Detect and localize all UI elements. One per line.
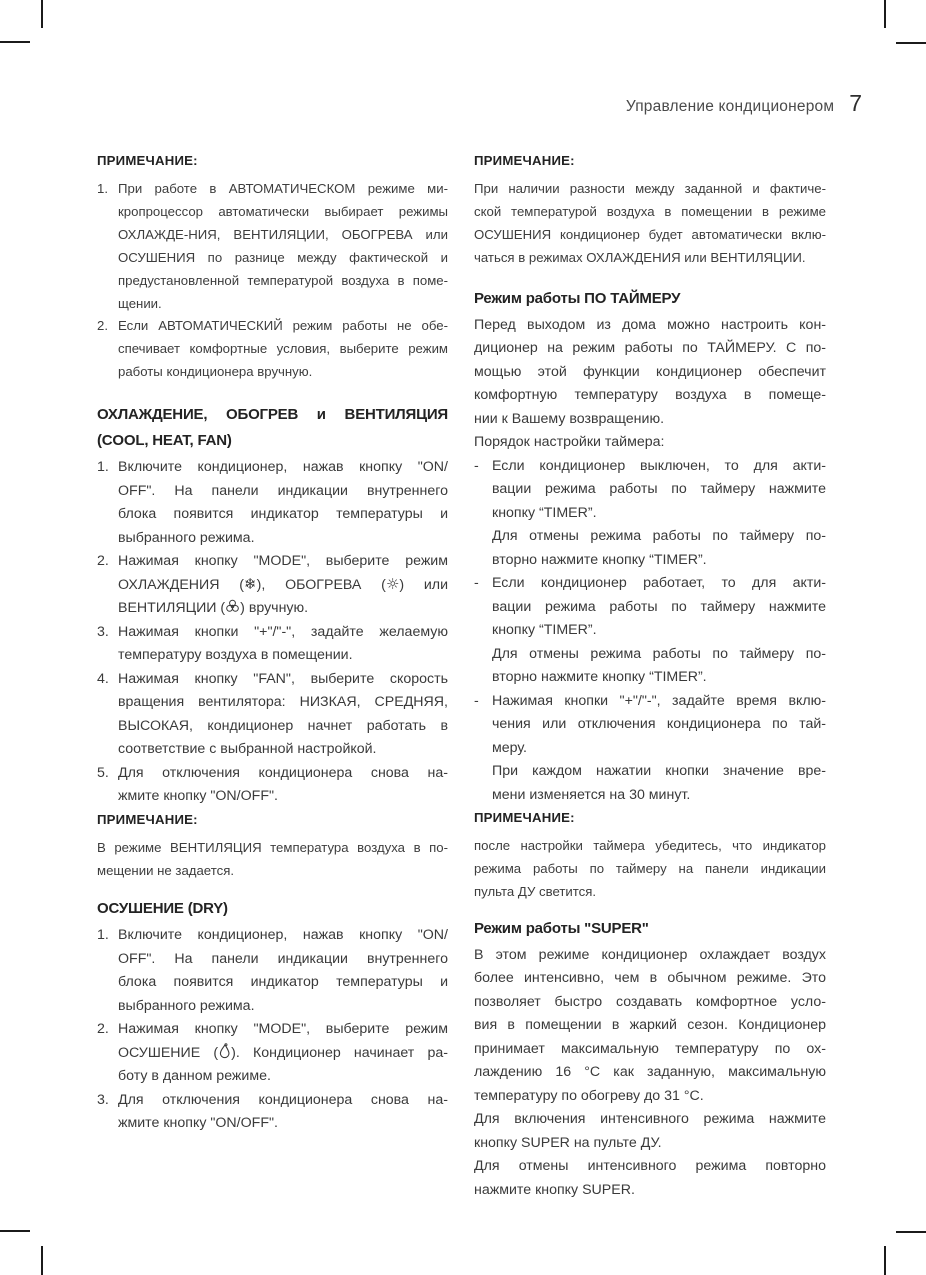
text-line: При каждом нажатии кнопки значение вре-	[492, 763, 826, 780]
note-block-dry-auto	[474, 150, 826, 270]
text-line: боту в данном режиме.	[118, 1068, 271, 1085]
bullet-item	[474, 572, 826, 643]
list-item	[97, 762, 448, 809]
bullet-item	[474, 690, 826, 761]
section-title-super	[474, 916, 826, 942]
text-line: Перед выходом из дома можно настроить кон-	[474, 316, 826, 333]
text-line: Если кондиционер выключен, то для акти-	[492, 457, 826, 474]
text-line: Для отмены режима работы по таймеру по-	[492, 645, 826, 662]
page-header	[626, 90, 862, 117]
text-line: спечивает комфортные условия, выберите режим	[118, 341, 448, 357]
timer-intro-paragraph	[474, 314, 826, 432]
crop-mark	[0, 1230, 30, 1232]
text-line: ОХЛАЖДЕНИЯ (❄), ОБОГРЕВА (☼) или	[118, 574, 448, 593]
text-line: диционер на режим работы по ТАЙМЕРУ. С по-	[474, 340, 826, 357]
text-line: ОХЛАЖДЕ-НИЯ, ВЕНТИЛЯЦИИ, ОБОГРЕВА или	[118, 226, 448, 242]
section-title-timer	[474, 286, 826, 312]
note-list-item	[97, 178, 448, 315]
text-line: вторно нажмите кнопку “TIMER”.	[492, 551, 707, 568]
text-line: кропроцессор автоматически выбирает режимы	[118, 203, 448, 219]
bullet-continuation	[474, 643, 826, 690]
text-line: В режиме ВЕНТИЛЯЦИЯ температура воздуха в по-	[97, 839, 448, 855]
section-title-cool-heat-fan	[97, 402, 448, 454]
text-line: работы кондиционера вручную.	[118, 364, 313, 380]
text-line: Нажимая кнопки "+"/"-", задайте время вклю-	[492, 692, 826, 709]
text-line: более интенсивно, чем в обычном режиме. Это	[474, 970, 826, 987]
bullet-marker: -	[474, 457, 479, 474]
text-line: ВЕНТИЛЯЦИИ ( ) вручную.	[118, 600, 309, 617]
note-block-fan	[97, 809, 448, 883]
page-number: 7	[849, 90, 862, 116]
note-label: ПРИМЕЧАНИЕ:	[474, 810, 575, 826]
text-line: Включите кондиционер, нажав кнопку "ON/	[118, 459, 448, 476]
text-line: Порядок настройки таймера:	[474, 434, 665, 451]
text-line: Нажимая кнопку "MODE", выберите режим	[118, 553, 448, 570]
header-title: Управление кондиционером	[625, 98, 835, 115]
text-line: меру.	[492, 739, 527, 756]
section-title-line: ОСУШЕНИЕ (DRY)	[97, 900, 228, 918]
section-title-line: (COOL, HEAT, FAN)	[97, 432, 232, 450]
text-line: Для отмены интенсивного режима повторно	[474, 1158, 826, 1175]
text-line: Если кондиционер работает, то для акти-	[492, 575, 826, 592]
text-line: Если АВТОМАТИЧЕСКИЙ режим работы не обе-	[118, 318, 448, 334]
note-label: ПРИМЕЧАНИЕ:	[97, 811, 198, 827]
super-paragraph	[474, 1108, 826, 1155]
text-line: OFF". На панели индикации внутреннего	[118, 482, 448, 499]
list-number: 2.	[97, 1021, 109, 1038]
text-line: Нажимая кнопку "MODE", выберите режим	[118, 1021, 448, 1038]
left-column	[97, 150, 448, 1136]
text-line: OFF". На панели индикации внутреннего	[118, 950, 448, 967]
list-number: 3.	[97, 623, 109, 640]
text-line: принимает максимальную температуру по ох-	[474, 1040, 826, 1057]
text-line: соответствие с выбранной настройкой.	[118, 741, 377, 758]
note-label: ПРИМЕЧАНИЕ:	[97, 153, 198, 168]
text-line: вторно нажмите кнопку “TIMER”.	[492, 669, 707, 686]
section-title-dry	[97, 896, 448, 922]
text-line: При работе в АВТОМАТИЧЕСКОМ режиме ми-	[118, 181, 448, 196]
fan-icon	[225, 599, 240, 614]
text-line: Для отключения кондиционера снова на-	[118, 1091, 448, 1108]
text-line: ОСУШЕНИЯ по разнице между фактической и	[118, 249, 448, 265]
list-number: 1.	[97, 927, 109, 944]
text-line: предустановленной температурой воздуха в поме-	[118, 272, 448, 288]
cool-heat-fan-list	[97, 456, 448, 809]
text-line: жмите кнопку "ON/OFF".	[118, 1115, 278, 1132]
text-line: ВЫСОКАЯ, кондиционер начнет работать в	[118, 717, 448, 734]
text-line: щении.	[118, 295, 162, 311]
text-line: кнопку “TIMER”.	[492, 504, 597, 521]
crop-mark	[896, 1231, 926, 1233]
text-line: кнопку SUPER на пульте ДУ.	[474, 1134, 662, 1151]
text-line: Нажимая кнопку "FAN", выберите скорость	[118, 670, 448, 687]
section-title-line: Режим работы "SUPER"	[474, 919, 649, 937]
timer-setup-lead	[474, 431, 826, 455]
list-number: 3.	[97, 1091, 109, 1108]
bullet-item	[474, 455, 826, 526]
right-column	[474, 150, 826, 1202]
note-block-timer	[474, 807, 826, 904]
list-item-mode-icons	[97, 1018, 448, 1089]
timer-section-body	[474, 314, 826, 808]
crop-mark	[896, 42, 926, 44]
text-line: В этом режиме кондиционер охлаждает воздух	[474, 946, 826, 963]
list-item	[97, 621, 448, 668]
text-line: вия в помещении в жаркий сезон. Кондиционер	[474, 1017, 826, 1034]
text-line: При наличии разности между заданной и фактиче-	[474, 181, 826, 196]
note-list-item	[97, 315, 448, 384]
list-number: 5.	[97, 764, 109, 781]
text-line: выбранного режима.	[118, 997, 255, 1014]
text-line: Для отмены режима работы по таймеру по-	[492, 528, 826, 545]
list-number: 2.	[97, 318, 108, 334]
bullet-marker: -	[474, 575, 479, 592]
text-line: блока появится индикатор температуры и	[118, 506, 448, 523]
note-label: ПРИМЕЧАНИЕ:	[474, 153, 575, 168]
text-line: комфортную температуру воздуха в помеще-	[474, 387, 826, 404]
text-line: Для отключения кондиционера снова на-	[118, 764, 448, 781]
crop-mark	[41, 1246, 43, 1275]
text-line: мощью этой функции кондиционер обеспечит	[474, 363, 826, 380]
crop-mark	[0, 41, 30, 43]
text-line: лаждению 16 °C как заданную, максимальную	[474, 1064, 826, 1081]
text-line: Включите кондиционер, нажав кнопку "ON/	[118, 927, 448, 944]
list-item	[97, 668, 448, 762]
crop-mark	[41, 0, 43, 28]
crop-mark	[884, 1246, 886, 1275]
section-title-line: ОХЛАЖДЕНИЕ, ОБОГРЕВ и ВЕНТИЛЯЦИЯ	[97, 406, 448, 424]
bullet-continuation	[474, 760, 826, 807]
section-title-line: Режим работы ПО ТАЙМЕРУ	[474, 289, 681, 307]
crop-mark	[884, 0, 886, 28]
note-block-auto	[97, 150, 448, 384]
super-section-body	[474, 944, 826, 1203]
sun-icon: ☼	[385, 574, 400, 593]
list-number: 2.	[97, 553, 109, 570]
list-item	[97, 1089, 448, 1136]
text-line: жмите кнопку "ON/OFF".	[118, 788, 278, 805]
text-line: нажмите кнопку SUPER.	[474, 1181, 635, 1198]
list-number: 4.	[97, 670, 109, 687]
text-line: после настройки таймера убедитесь, что индикатор	[474, 838, 826, 854]
text-line: выбранного режима.	[118, 529, 255, 546]
text-line: вращения вентилятора: НИЗКАЯ, СРЕДНЯЯ,	[118, 694, 448, 711]
dry-list	[97, 924, 448, 1136]
droplet-icon	[218, 1043, 231, 1059]
super-paragraph	[474, 944, 826, 1109]
text-line: мени изменяется на 30 минут.	[492, 786, 691, 803]
list-item	[97, 924, 448, 1018]
snowflake-icon: ❄	[244, 574, 257, 593]
text-line: чаться в режимах ОХЛАЖДЕНИЯ или ВЕНТИЛЯЦИИ.	[474, 249, 806, 265]
list-number: 1.	[97, 459, 109, 476]
text-line: ОСУШЕНИЕ ( ). Кондиционер начинает ра-	[118, 1044, 448, 1061]
text-line: вации режима работы по таймеру нажмите	[492, 598, 826, 615]
bullet-marker: -	[474, 692, 479, 709]
text-line: чения или отключения кондиционера по тай-	[492, 716, 826, 733]
super-paragraph	[474, 1155, 826, 1202]
text-line: мещении не задается.	[97, 862, 234, 878]
list-item	[97, 456, 448, 550]
text-line: позволяет быстро создавать комфортное усло-	[474, 993, 826, 1010]
list-item-mode-icons	[97, 550, 448, 621]
text-line: кнопку “TIMER”.	[492, 622, 597, 639]
text-line: ОСУШЕНИЯ кондиционер будет автоматически вклю-	[474, 226, 826, 242]
text-line: Для включения интенсивного режима нажмите	[474, 1111, 826, 1128]
text-line: температуру по обогреву до 31 °C.	[474, 1087, 704, 1104]
text-line: режима работы по таймеру на панели индикации	[474, 861, 826, 877]
text-line: блока появится индикатор температуры и	[118, 974, 448, 991]
text-line: пульта ДУ светится.	[474, 883, 597, 899]
text-line: Нажимая кнопки "+"/"-", задайте желаемую	[118, 623, 448, 640]
bullet-continuation	[474, 525, 826, 572]
text-line: нии к Вашему возвращению.	[474, 410, 665, 427]
text-line: ской температурой воздуха в помещении в режиме	[474, 203, 826, 219]
text-line: вации режима работы по таймеру нажмите	[492, 481, 826, 498]
text-line: температуру воздуха в помещении.	[118, 647, 353, 664]
list-number: 1.	[97, 181, 108, 196]
